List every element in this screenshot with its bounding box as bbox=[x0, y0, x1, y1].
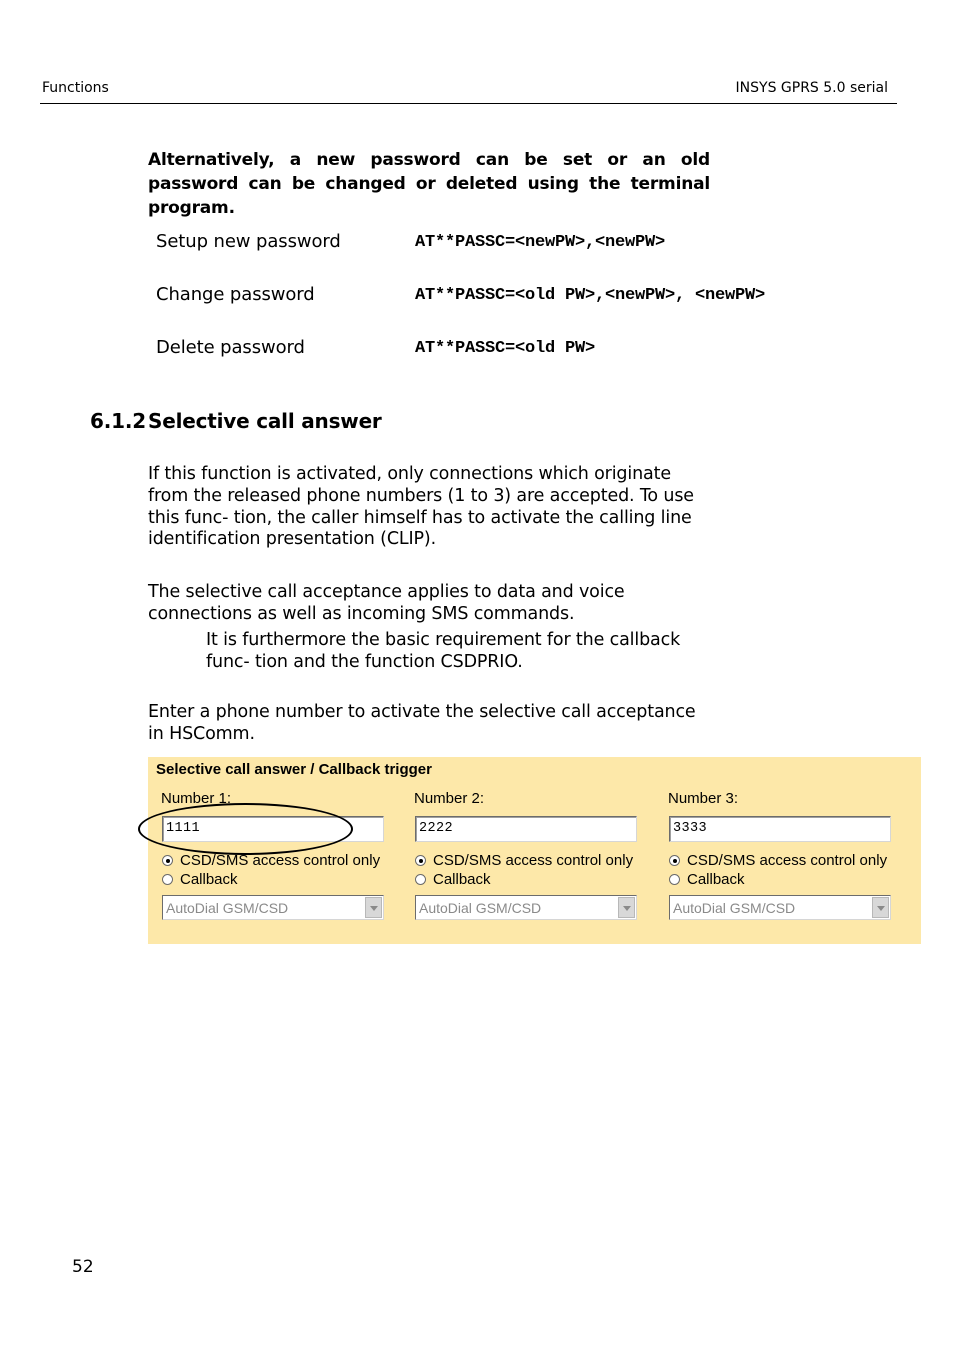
paragraph-clip: If this function is activated, only connections which originate from the released phone numbers (1 to 3) are accepted. To use this func- tion, the caller himself has to activate the calling line identification presentation (CLIP). bbox=[148, 464, 694, 550]
dropdown-arrow-icon bbox=[618, 897, 635, 918]
paragraph-hscomm: Enter a phone number to activate the selective call acceptance in HSComm. bbox=[148, 702, 696, 744]
number-1-callback-radio[interactable] bbox=[162, 871, 238, 888]
running-header-right: INSYS GPRS 5.0 serial bbox=[735, 80, 888, 96]
dropdown-arrow-icon bbox=[872, 897, 889, 918]
number-2-callback-radio[interactable] bbox=[415, 871, 491, 888]
number-1-access-control-radio[interactable] bbox=[162, 852, 380, 869]
radio-unselected-icon bbox=[669, 874, 680, 885]
command-label-setup: Setup new password bbox=[156, 231, 341, 252]
command-code-delete: AT**PASSC=<old PW> bbox=[415, 339, 596, 358]
header-rule bbox=[40, 103, 897, 104]
number-2-input[interactable]: 2222 bbox=[415, 816, 637, 842]
number-2-column bbox=[401, 757, 641, 944]
number-1-label: Number 1: bbox=[161, 790, 232, 807]
highlight-ellipse bbox=[138, 803, 353, 855]
radio-unselected-icon bbox=[415, 874, 426, 885]
panel-title: Selective call answer / Callback trigger bbox=[156, 761, 432, 778]
radio-selected-icon bbox=[669, 855, 680, 866]
number-3-callback-radio[interactable] bbox=[669, 871, 745, 888]
number-1-input[interactable]: 1111 bbox=[162, 816, 384, 842]
dropdown-arrow-icon bbox=[365, 897, 382, 918]
number-2-label: Number 2: bbox=[414, 790, 485, 807]
radio-unselected-icon bbox=[162, 874, 173, 885]
section-number: 6.1.2 bbox=[90, 409, 146, 433]
number-3-dial-select[interactable] bbox=[669, 895, 891, 920]
number-3-label: Number 3: bbox=[668, 790, 739, 807]
running-header-left: Functions bbox=[42, 80, 109, 96]
number-2-dial-select[interactable] bbox=[415, 895, 637, 920]
number-3-access-control-radio[interactable] bbox=[669, 852, 887, 869]
command-code-change: AT**PASSC=<old PW>,<newPW>, <newPW> bbox=[415, 286, 766, 305]
number-1-dial-select[interactable] bbox=[162, 895, 384, 920]
intro-paragraph: Alternatively, a new password can be set or an old password can be changed or deleted using the terminal program. bbox=[148, 150, 710, 218]
command-label-change: Change password bbox=[156, 284, 315, 305]
page-number: 52 bbox=[72, 1257, 94, 1277]
radio-label: Callback bbox=[180, 871, 238, 888]
radio-label: CSD/SMS access control only bbox=[180, 852, 381, 869]
section-title: Selective call answer bbox=[148, 409, 382, 433]
number-3-column bbox=[655, 757, 895, 944]
select-value: AutoDial GSM/CSD bbox=[673, 900, 796, 916]
radio-label: Callback bbox=[687, 871, 745, 888]
radio-label: CSD/SMS access control only bbox=[687, 852, 888, 869]
radio-label: Callback bbox=[433, 871, 491, 888]
paragraph-scope: The selective call acceptance applies to data and voice connections as well as incoming SMS commands. bbox=[148, 582, 625, 624]
radio-selected-icon bbox=[162, 855, 173, 866]
command-label-delete: Delete password bbox=[156, 337, 305, 358]
paragraph-requirement: It is furthermore the basic requirement for the callback func- tion and the function CSDPRIO. bbox=[206, 630, 681, 672]
radio-selected-icon bbox=[415, 855, 426, 866]
radio-label: CSD/SMS access control only bbox=[433, 852, 634, 869]
command-code-setup: AT**PASSC=<newPW>,<newPW> bbox=[415, 233, 666, 252]
number-3-input[interactable]: 3333 bbox=[669, 816, 891, 842]
number-2-access-control-radio[interactable] bbox=[415, 852, 633, 869]
select-value: AutoDial GSM/CSD bbox=[166, 900, 289, 916]
select-value: AutoDial GSM/CSD bbox=[419, 900, 542, 916]
